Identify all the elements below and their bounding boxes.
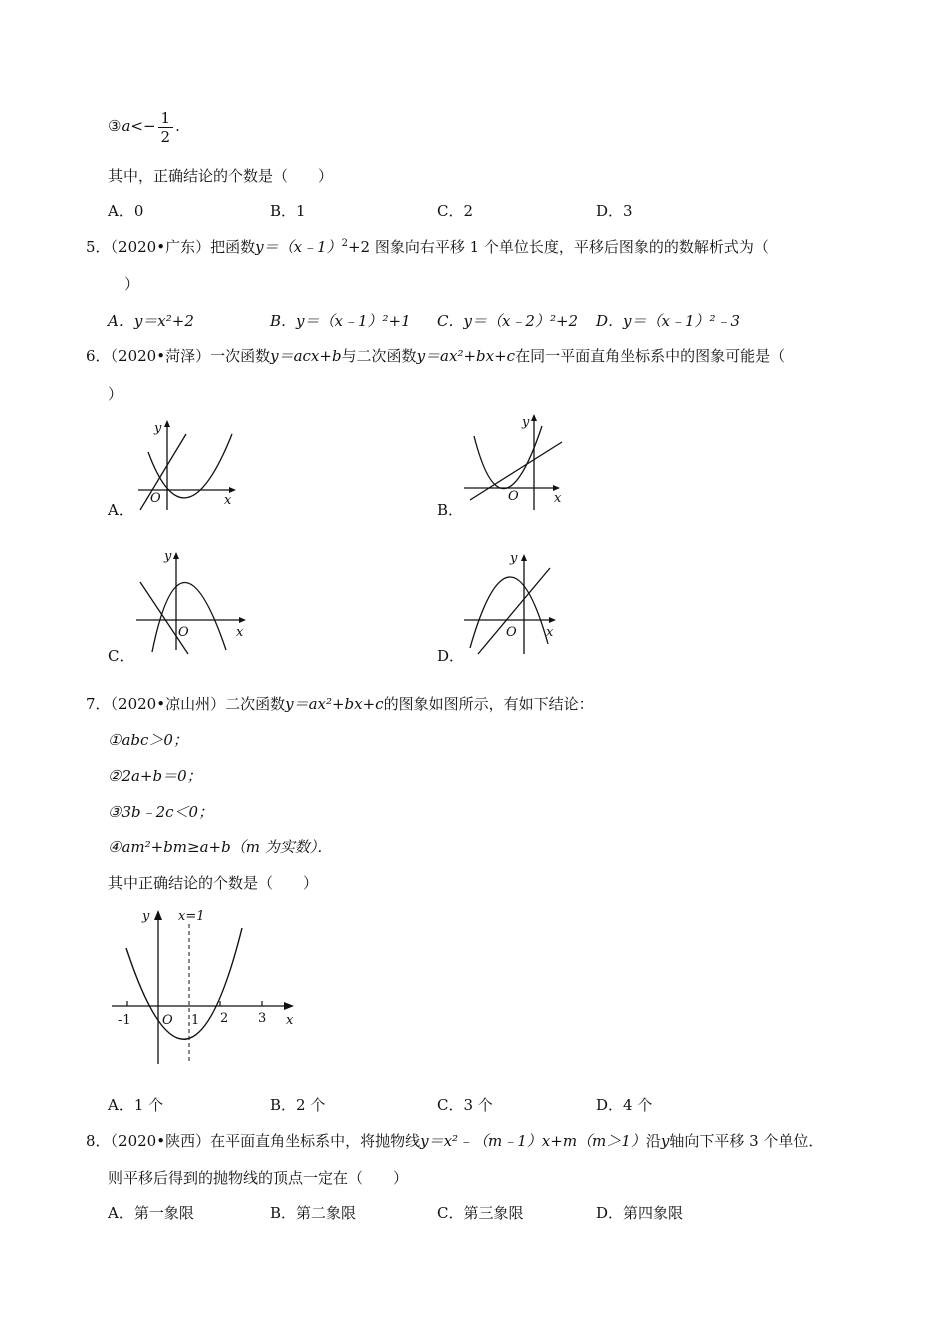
q4-item3-fraction [158, 109, 174, 146]
q7-graph [108, 902, 308, 1068]
y-axis-arrow [173, 552, 179, 559]
q5-option-d: D．y＝（x﹣1）²﹣3 [596, 312, 741, 330]
q4-item3-end: . [175, 117, 180, 135]
q8-option-b: B．第二象限 [270, 1204, 357, 1222]
q8-text-c: 轴向下平移 3 个单位． [669, 1132, 824, 1150]
x-label: x [224, 493, 232, 508]
q8-func: y＝x²﹣（m﹣1）x+m（m＞1） [420, 1132, 646, 1150]
y-axis-arrow [521, 554, 527, 561]
q7-item-3: ③3b﹣2c＜0； [108, 803, 214, 821]
line-graph [478, 568, 550, 654]
q7-item-1: ①abc＞0； [108, 731, 188, 749]
line-graph [140, 434, 186, 510]
q7-number: 7． [86, 695, 111, 713]
q4-option-c: C．2 [437, 202, 474, 220]
q7-stem: 其中正确结论的个数是（ ） [108, 874, 319, 892]
y-label: y [522, 415, 530, 430]
q7-option-d: D．4 个 [596, 1096, 653, 1114]
q5-line1 [86, 237, 769, 257]
y-axis-arrow [531, 414, 537, 421]
q7-option-b: B．2 个 [270, 1096, 326, 1114]
q8-source: （2020•陕西） [110, 1132, 211, 1150]
q6-option-a-label: A． [108, 501, 134, 519]
x-label: x [236, 625, 244, 640]
y-label: y [142, 909, 150, 924]
q8-line2: 则平移后得到的抛物线的顶点一定在（ ） [108, 1169, 409, 1187]
y-label: y [154, 421, 162, 436]
q5-source: （2020•广东） [110, 238, 211, 256]
q4-item3-rel: <− [130, 117, 156, 135]
q6-number: 6． [86, 347, 111, 365]
x-axis-arrow [239, 617, 246, 623]
q6-option-c-label: C． [108, 647, 135, 665]
x-label: x [286, 1013, 294, 1028]
origin-label: O [508, 489, 519, 504]
q5-func: y＝（x﹣1） [255, 238, 342, 256]
q4-item3-var: a [121, 117, 131, 135]
q6-option-d-label: D． [437, 647, 465, 665]
parabola [148, 434, 232, 498]
q4-option-a: A．0 [108, 202, 144, 220]
q6-quad-fn: y＝ax²+bx+c [416, 347, 516, 365]
origin-label: O [506, 625, 517, 640]
q6-option-b-label: B． [437, 501, 464, 519]
tick-label-neg1: -1 [118, 1013, 131, 1028]
q6-line1 [86, 346, 785, 366]
q4-item3-prefix: ③ [108, 117, 122, 135]
x-label: x [554, 491, 562, 506]
q4-item-3 [108, 108, 180, 146]
x-label: x [546, 625, 554, 640]
q8-text-a: 在平面直角坐标系中，将抛物线 [210, 1132, 421, 1150]
q7-text-a: 二次函数 [225, 695, 286, 713]
q7-source: （2020•凉山州） [110, 695, 226, 713]
y-axis-arrow [154, 910, 162, 920]
origin-label: O [150, 491, 161, 506]
y-label: y [164, 549, 172, 564]
q8-option-c: C．第三象限 [437, 1204, 524, 1222]
q7-func: y＝ax²+bx+c [285, 695, 384, 713]
origin-label: O [162, 1013, 173, 1028]
q6-graph-c [128, 544, 252, 656]
q6-line2: ） [108, 385, 124, 403]
symmetry-label: x=1 [178, 909, 205, 924]
x-axis-arrow [284, 1002, 294, 1010]
q8-option-a: A．第一象限 [108, 1204, 194, 1222]
q6-text-b: 与二次函数 [341, 347, 417, 365]
q6-graph-d [458, 548, 574, 658]
y-axis-arrow [164, 420, 170, 427]
parabola [474, 426, 542, 489]
q7-option-a: A．1 个 [108, 1096, 164, 1114]
q4-option-b: B．1 [270, 202, 306, 220]
q5-text-b: +2 图象向右平移 1 个单位长度，平移后图象的的数解析式为（ [347, 238, 769, 256]
q4-option-d: D．3 [596, 202, 633, 220]
q6-line-fn: y＝acx+b [270, 347, 342, 365]
y-label: y [510, 551, 518, 566]
line-graph [140, 582, 188, 654]
q5-text-a: 把函数 [210, 238, 256, 256]
q5-option-a: A．y＝x²+2 [108, 312, 194, 330]
q8-line1 [86, 1131, 823, 1151]
q5-sup: 2 [341, 238, 348, 249]
q7-text-b: 的图象如图所示，有如下结论： [383, 695, 594, 713]
q4-stem: 其中，正确结论的个数是（ ） [108, 167, 334, 185]
origin-label: O [178, 625, 189, 640]
q6-text-c: 在同一平面直角坐标系中的图象可能是（ [515, 347, 786, 365]
q6-source: （2020•菏泽） [110, 347, 211, 365]
q7-option-c: C．3 个 [437, 1096, 493, 1114]
q7-line1 [86, 694, 594, 714]
fraction-numerator: 1 [158, 109, 174, 128]
tick-label-2: 2 [220, 1011, 229, 1026]
q5-line2: ） [124, 275, 140, 293]
q6-graph-a [130, 412, 250, 516]
tick-label-1: 1 [191, 1013, 200, 1028]
q5-number: 5． [86, 238, 111, 256]
q8-text-b: 沿 [645, 1132, 661, 1150]
q8-number: 8． [86, 1132, 111, 1150]
q7-item-4: ④am²+bm≥a+b（m 为实数）． [108, 838, 333, 856]
tick-label-3: 3 [258, 1011, 267, 1026]
x-axis-arrow [549, 617, 556, 623]
q7-item-2: ②2a+b＝0； [108, 767, 202, 785]
q6-graph-b [458, 406, 578, 516]
q8-option-d: D．第四象限 [596, 1204, 684, 1222]
q8-axis: y [660, 1132, 670, 1150]
q5-option-c: C．y＝（x﹣2）²+2 [437, 312, 579, 330]
q5-option-b: B．y＝（x﹣1）²+1 [270, 312, 411, 330]
q6-text-a: 一次函数 [210, 347, 271, 365]
fraction-denominator: 2 [160, 127, 171, 146]
